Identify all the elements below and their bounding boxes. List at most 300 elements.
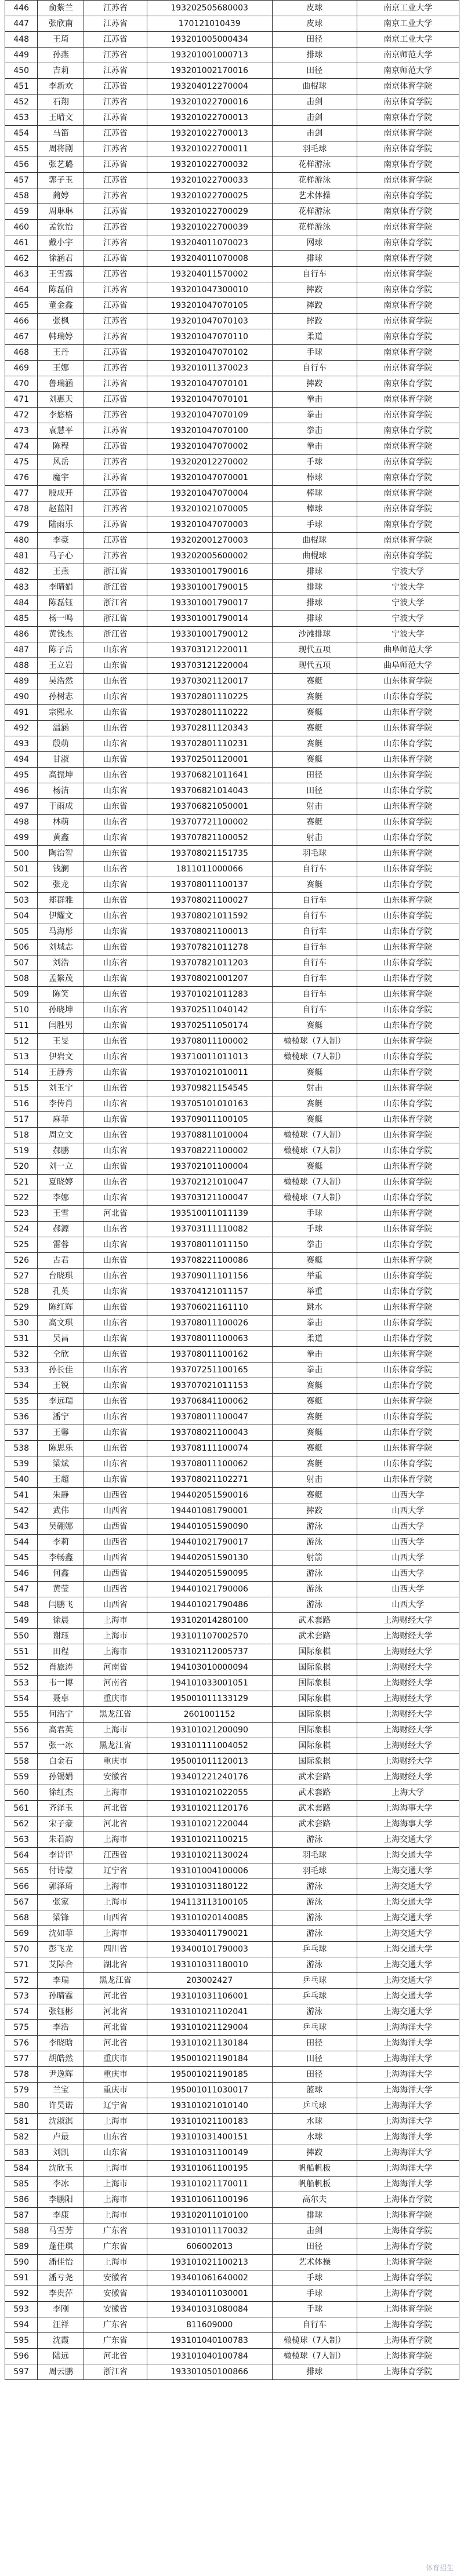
athlete-name-cell: 陆远 <box>38 2349 84 2364</box>
province-cell: 山东省 <box>84 642 147 658</box>
row-index-cell: 505 <box>5 924 38 940</box>
sport-cell: 花样游泳 <box>272 204 357 220</box>
id-number-cell: 193201001000713 <box>147 48 272 63</box>
id-number-cell: 193201022700011 <box>147 141 272 157</box>
sport-cell: 羽毛球 <box>272 1848 357 1863</box>
province-cell: 安徽省 <box>84 2302 147 2317</box>
table-row <box>5 1566 459 1582</box>
sport-cell: 游泳 <box>272 1957 357 1973</box>
athlete-name-cell: 陶治智 <box>38 846 84 862</box>
sport-cell: 举重 <box>272 1269 357 1284</box>
university-cell: 山东体育学院 <box>357 1128 459 1143</box>
university-cell: 山东体育学院 <box>357 1112 459 1128</box>
table-row <box>5 2177 459 2192</box>
table-row <box>5 564 459 580</box>
table-row <box>5 2286 459 2302</box>
table-row <box>5 1190 459 1206</box>
row-index-cell: 591 <box>5 2270 38 2286</box>
id-number-cell: 193101021129004 <box>147 2020 272 2036</box>
table-row <box>5 1519 459 1535</box>
row-index-cell: 510 <box>5 1002 38 1018</box>
table-row <box>5 611 459 627</box>
province-cell: 山西省 <box>84 1519 147 1535</box>
id-number-cell: 193703121220011 <box>147 642 272 658</box>
university-cell: 南京体育学院 <box>357 455 459 470</box>
table-row <box>5 376 459 392</box>
province-cell: 安徽省 <box>84 1770 147 1785</box>
row-index-cell: 452 <box>5 95 38 110</box>
sport-cell: 射箭 <box>272 1550 357 1566</box>
table-row <box>5 1848 459 1863</box>
province-cell: 山东省 <box>84 1441 147 1456</box>
row-index-cell: 535 <box>5 1394 38 1409</box>
province-cell: 山西省 <box>84 1488 147 1503</box>
id-number-cell: 170121010439 <box>147 16 272 32</box>
sport-cell: 柔道 <box>272 1331 357 1347</box>
athlete-name-cell: 马子心 <box>38 548 84 564</box>
athlete-name-cell: 徐红杰 <box>38 1785 84 1801</box>
table-row <box>5 1363 459 1378</box>
row-index-cell: 524 <box>5 1222 38 1237</box>
athlete-name-cell: 吉莉 <box>38 63 84 79</box>
sport-cell: 自行车 <box>272 862 357 877</box>
id-number-cell: 193708111100074 <box>147 1441 272 1456</box>
university-cell: 山东体育学院 <box>357 1253 459 1269</box>
sport-cell: 羽毛球 <box>272 846 357 862</box>
province-cell: 江苏省 <box>84 392 147 408</box>
province-cell: 浙江省 <box>84 595 147 611</box>
id-number-cell: 193401061640002 <box>147 2270 272 2286</box>
province-cell: 河南省 <box>84 1676 147 1691</box>
athlete-name-cell: 李悠格 <box>38 408 84 423</box>
table-row <box>5 79 459 95</box>
id-number-cell: 193401031080084 <box>147 2302 272 2317</box>
table-row <box>5 2067 459 2083</box>
province-cell: 江苏省 <box>84 126 147 141</box>
university-cell: 山西大学 <box>357 1597 459 1613</box>
sport-cell: 武术套路 <box>272 1629 357 1644</box>
id-number-cell: 194101033001051 <box>147 1676 272 1691</box>
row-index-cell: 489 <box>5 674 38 689</box>
id-number-cell: 193702501120001 <box>147 752 272 768</box>
id-number-cell: 193708011100062 <box>147 1456 272 1472</box>
id-number-cell: 193707021011153 <box>147 1378 272 1394</box>
id-number-cell: 193304011790021 <box>147 1926 272 1942</box>
athlete-name-cell: 孙长佳 <box>38 1363 84 1378</box>
university-cell: 上海交通大学 <box>357 1832 459 1848</box>
athlete-name-cell: 李远瑞 <box>38 1394 84 1409</box>
row-index-cell: 523 <box>5 1206 38 1222</box>
university-cell: 上海体育学院 <box>357 2317 459 2333</box>
university-cell: 上海体育学院 <box>357 2270 459 2286</box>
row-index-cell: 568 <box>5 1910 38 1926</box>
province-cell: 山东省 <box>84 1128 147 1143</box>
university-cell: 上海海事大学 <box>357 1816 459 1832</box>
athlete-name-cell: 陈磊钰 <box>38 595 84 611</box>
athlete-name-cell: 李康 <box>38 2208 84 2223</box>
university-cell: 南京体育学院 <box>357 79 459 95</box>
row-index-cell: 471 <box>5 392 38 408</box>
province-cell: 河北省 <box>84 1989 147 2004</box>
row-index-cell: 550 <box>5 1629 38 1644</box>
province-cell: 山东省 <box>84 705 147 721</box>
table-row <box>5 1832 459 1848</box>
sport-cell: 排球 <box>272 2208 357 2223</box>
athlete-name-cell: 蔺婷 <box>38 188 84 204</box>
province-cell: 江苏省 <box>84 235 147 251</box>
row-index-cell: 496 <box>5 783 38 799</box>
row-index-cell: 491 <box>5 705 38 721</box>
table-row <box>5 1989 459 2004</box>
table-row <box>5 1691 459 1707</box>
table-row <box>5 126 459 141</box>
athlete-name-cell: 殷萌 <box>38 736 84 752</box>
university-cell: 上海交通大学 <box>357 1989 459 2004</box>
row-index-cell: 557 <box>5 1738 38 1754</box>
athlete-name-cell: 马雪芳 <box>38 2223 84 2239</box>
row-index-cell: 532 <box>5 1347 38 1363</box>
university-cell: 上海海洋大学 <box>357 2051 459 2067</box>
sport-cell: 排球 <box>272 48 357 63</box>
sport-cell: 排球 <box>272 580 357 595</box>
sport-cell: 拳击 <box>272 1237 357 1253</box>
athlete-name-cell: 李豪 <box>38 533 84 548</box>
athlete-name-cell: 刘浩 <box>38 955 84 971</box>
sport-cell: 排球 <box>272 251 357 267</box>
university-cell: 上海海洋大学 <box>357 2083 459 2098</box>
province-cell: 山东省 <box>84 955 147 971</box>
sport-cell: 乒乓球 <box>272 2020 357 2036</box>
province-cell: 上海市 <box>84 1879 147 1895</box>
sport-cell: 乒乓球 <box>272 1973 357 1989</box>
sport-cell: 国际象棋 <box>272 1644 357 1660</box>
athlete-name-cell: 武伟 <box>38 1503 84 1519</box>
id-number-cell: 193708011100002 <box>147 1034 272 1049</box>
sport-cell: 皮球 <box>272 16 357 32</box>
athlete-name-cell: 李娜 <box>38 1190 84 1206</box>
id-number-cell: 1811011000066 <box>147 862 272 877</box>
table-row <box>5 1206 459 1222</box>
athlete-name-cell: 李新欢 <box>38 79 84 95</box>
table-row <box>5 1112 459 1128</box>
id-number-cell: 193301001790015 <box>147 580 272 595</box>
row-index-cell: 493 <box>5 736 38 752</box>
university-cell: 上海财经大学 <box>357 1723 459 1738</box>
table-row <box>5 971 459 987</box>
row-index-cell: 464 <box>5 282 38 298</box>
province-cell: 浙江省 <box>84 627 147 642</box>
sport-cell: 赛艇 <box>272 815 357 830</box>
athlete-name-cell: 王立岩 <box>38 658 84 674</box>
id-number-cell: 193101031180122 <box>147 1879 272 1895</box>
athlete-name-cell: 齐泽玉 <box>38 1801 84 1816</box>
university-cell: 南京体育学院 <box>357 376 459 392</box>
table-row <box>5 1425 459 1441</box>
row-index-cell: 519 <box>5 1143 38 1159</box>
university-cell: 山东体育学院 <box>357 783 459 799</box>
province-cell: 黑龙江省 <box>84 1707 147 1723</box>
athlete-name-cell: 黄莹 <box>38 1582 84 1597</box>
university-cell: 山东体育学院 <box>357 1096 459 1112</box>
university-cell: 曲阜师范大学 <box>357 658 459 674</box>
athlete-name-cell: 张钰彬 <box>38 2004 84 2020</box>
row-index-cell: 592 <box>5 2286 38 2302</box>
row-index-cell: 449 <box>5 48 38 63</box>
id-number-cell: 193707821011278 <box>147 940 272 955</box>
table-row <box>5 1096 459 1112</box>
row-index-cell: 462 <box>5 251 38 267</box>
athlete-name-cell: 陈程 <box>38 439 84 455</box>
sport-cell: 橄榄球（7人制） <box>272 1049 357 1065</box>
athlete-name-cell: 何浩宁 <box>38 1707 84 1723</box>
table-row <box>5 815 459 830</box>
athlete-name-cell: 韩瑞婷 <box>38 329 84 345</box>
university-cell: 南京体育学院 <box>357 486 459 502</box>
id-number-cell: 193101031400151 <box>147 2130 272 2145</box>
university-cell: 上海财经大学 <box>357 1613 459 1629</box>
province-cell: 山东省 <box>84 689 147 705</box>
id-number-cell: 193201047070101 <box>147 392 272 408</box>
university-cell: 南京体育学院 <box>357 173 459 188</box>
sport-cell: 田径 <box>272 2051 357 2067</box>
province-cell: 浙江省 <box>84 611 147 627</box>
athlete-name-cell: 戴小宇 <box>38 235 84 251</box>
sport-cell: 国际象棋 <box>272 1707 357 1723</box>
row-index-cell: 565 <box>5 1863 38 1879</box>
sport-cell: 游泳 <box>272 1597 357 1613</box>
id-number-cell: 193703121100047 <box>147 1190 272 1206</box>
id-number-cell: 193201047070109 <box>147 408 272 423</box>
university-cell: 上海财经大学 <box>357 1629 459 1644</box>
province-cell: 江苏省 <box>84 141 147 157</box>
province-cell: 山东省 <box>84 909 147 924</box>
province-cell: 上海市 <box>84 2208 147 2223</box>
row-index-cell: 556 <box>5 1723 38 1738</box>
university-cell: 南京体育学院 <box>357 548 459 564</box>
id-number-cell: 193201022700039 <box>147 220 272 235</box>
table-row <box>5 1409 459 1425</box>
athlete-name-cell: 孙锡娟 <box>38 1770 84 1785</box>
province-cell: 安徽省 <box>84 2270 147 2286</box>
athlete-name-cell: 郝鹏 <box>38 1143 84 1159</box>
sport-cell: 排球 <box>272 595 357 611</box>
sport-cell: 武术套路 <box>272 1785 357 1801</box>
province-cell: 山西省 <box>84 1503 147 1519</box>
athlete-name-cell: 李冰 <box>38 2177 84 2192</box>
table-row <box>5 1175 459 1190</box>
province-cell: 上海市 <box>84 1613 147 1629</box>
sport-cell: 田径 <box>272 32 357 48</box>
province-cell: 上海市 <box>84 2114 147 2130</box>
id-number-cell: 193707721100002 <box>147 815 272 830</box>
row-index-cell: 488 <box>5 658 38 674</box>
watermark: 体育招生 <box>425 2564 454 2572</box>
id-number-cell: 193202005600002 <box>147 548 272 564</box>
table-row <box>5 830 459 846</box>
id-number-cell: 195001011120013 <box>147 1754 272 1770</box>
university-cell: 上海体育学院 <box>357 2239 459 2255</box>
athlete-name-cell: 伊耀文 <box>38 909 84 924</box>
row-index-cell: 595 <box>5 2333 38 2349</box>
row-index-cell: 548 <box>5 1597 38 1613</box>
university-cell: 山东体育学院 <box>357 893 459 909</box>
province-cell: 山西省 <box>84 1910 147 1926</box>
athlete-name-cell: 尹逸辉 <box>38 2067 84 2083</box>
university-cell: 宁波大学 <box>357 611 459 627</box>
sport-cell: 射击 <box>272 799 357 815</box>
province-cell: 江苏省 <box>84 32 147 48</box>
id-number-cell: 811609000 <box>147 2317 272 2333</box>
athlete-name-cell: 卢最 <box>38 2130 84 2145</box>
university-cell: 山东体育学院 <box>357 1002 459 1018</box>
university-cell: 山西大学 <box>357 1535 459 1550</box>
province-cell: 山东省 <box>84 1159 147 1175</box>
province-cell: 重庆市 <box>84 2067 147 2083</box>
province-cell: 山东省 <box>84 1300 147 1316</box>
row-index-cell: 514 <box>5 1065 38 1081</box>
athlete-name-cell: 陈笑 <box>38 987 84 1002</box>
table-row <box>5 1237 459 1253</box>
table-row <box>5 1018 459 1034</box>
province-cell: 山西省 <box>84 1582 147 1597</box>
province-cell: 山东省 <box>84 1018 147 1034</box>
row-index-cell: 563 <box>5 1832 38 1848</box>
province-cell: 浙江省 <box>84 564 147 580</box>
id-number-cell: 193708021001207 <box>147 971 272 987</box>
table-row <box>5 1159 459 1175</box>
sport-cell: 柔道 <box>272 329 357 345</box>
sport-cell: 橄榄球（7人制） <box>272 2333 357 2349</box>
table-row <box>5 1128 459 1143</box>
university-cell: 上海财经大学 <box>357 1644 459 1660</box>
athlete-name-cell: 付诗蒙 <box>38 1863 84 1879</box>
sport-cell: 手球 <box>272 1206 357 1222</box>
athlete-name-cell: 何鑫 <box>38 1566 84 1582</box>
table-row <box>5 799 459 815</box>
id-number-cell: 195001021190185 <box>147 2067 272 2083</box>
province-cell: 上海市 <box>84 1644 147 1660</box>
sport-cell: 田径 <box>272 2239 357 2255</box>
university-cell: 山西大学 <box>357 1566 459 1582</box>
sport-cell: 摔跤 <box>272 2145 357 2161</box>
province-cell: 上海市 <box>84 1629 147 1644</box>
id-number-cell: 193702811120343 <box>147 721 272 736</box>
id-number-cell: 193101061100196 <box>147 2192 272 2208</box>
id-number-cell: 193201022700032 <box>147 157 272 173</box>
athlete-name-cell: 李鹏阳 <box>38 2192 84 2208</box>
row-index-cell: 516 <box>5 1096 38 1112</box>
sport-cell: 赛艇 <box>272 1456 357 1472</box>
province-cell: 上海市 <box>84 1895 147 1910</box>
row-index-cell: 569 <box>5 1926 38 1942</box>
id-number-cell: 193101040100783 <box>147 2333 272 2349</box>
id-number-cell: 193101061100195 <box>147 2161 272 2177</box>
table-row <box>5 893 459 909</box>
province-cell: 辽宁省 <box>84 2098 147 2114</box>
row-index-cell: 476 <box>5 470 38 486</box>
id-number-cell: 193510011011139 <box>147 1206 272 1222</box>
row-index-cell: 456 <box>5 157 38 173</box>
table-row <box>5 1816 459 1832</box>
university-cell: 曲阜师范大学 <box>357 642 459 658</box>
id-number-cell: 193708021011592 <box>147 909 272 924</box>
id-number-cell: 193301001790017 <box>147 595 272 611</box>
athlete-name-cell: 石翔 <box>38 95 84 110</box>
sport-cell: 水球 <box>272 2114 357 2130</box>
university-cell: 宁波大学 <box>357 595 459 611</box>
id-number-cell: 193708021151735 <box>147 846 272 862</box>
province-cell: 江苏省 <box>84 455 147 470</box>
sport-cell: 赛艇 <box>272 1488 357 1503</box>
sport-cell: 游泳 <box>272 1582 357 1597</box>
sport-cell: 赛艇 <box>272 689 357 705</box>
athlete-name-cell: 周云鹏 <box>38 2364 84 2380</box>
athlete-name-cell: 郭泽琦 <box>38 1879 84 1895</box>
athlete-name-cell: 张枫 <box>38 314 84 329</box>
table-row <box>5 1269 459 1284</box>
athlete-name-cell: 兰宝 <box>38 2083 84 2098</box>
row-index-cell: 509 <box>5 987 38 1002</box>
row-index-cell: 528 <box>5 1284 38 1300</box>
row-index-cell: 512 <box>5 1034 38 1049</box>
table-row <box>5 1503 459 1519</box>
athlete-name-cell: 魔宇 <box>38 470 84 486</box>
sport-cell: 国际象棋 <box>272 1676 357 1691</box>
athlete-name-cell: 梁斌 <box>38 1456 84 1472</box>
table-row <box>5 1629 459 1644</box>
university-cell: 上海财经大学 <box>357 1738 459 1754</box>
id-number-cell: 194113113100105 <box>147 1895 272 1910</box>
row-index-cell: 508 <box>5 971 38 987</box>
athlete-name-cell: 李贵萍 <box>38 2286 84 2302</box>
university-cell: 南京体育学院 <box>357 188 459 204</box>
table-row <box>5 1002 459 1018</box>
table-row <box>5 314 459 329</box>
sport-cell: 排球 <box>272 2364 357 2380</box>
sport-cell: 拳击 <box>272 1316 357 1331</box>
id-number-cell: 193201021070005 <box>147 502 272 517</box>
athlete-name-cell: 温涵 <box>38 721 84 736</box>
province-cell: 上海市 <box>84 1785 147 1801</box>
province-cell: 山东省 <box>84 1002 147 1018</box>
table-row <box>5 1222 459 1237</box>
university-cell: 山东体育学院 <box>357 987 459 1002</box>
university-cell: 南京体育学院 <box>357 408 459 423</box>
sport-cell: 赛艇 <box>272 1425 357 1441</box>
row-index-cell: 511 <box>5 1018 38 1034</box>
id-number-cell: 193301050100866 <box>147 2364 272 2380</box>
sport-cell: 棒球 <box>272 502 357 517</box>
row-index-cell: 451 <box>5 79 38 95</box>
university-cell: 上海交通大学 <box>357 1879 459 1895</box>
athlete-name-cell: 陆雨乐 <box>38 517 84 533</box>
table-row <box>5 658 459 674</box>
table-row <box>5 392 459 408</box>
row-index-cell: 466 <box>5 314 38 329</box>
athlete-name-cell: 王锐 <box>38 1378 84 1394</box>
row-index-cell: 469 <box>5 361 38 376</box>
university-cell: 山西大学 <box>357 1488 459 1503</box>
row-index-cell: 503 <box>5 893 38 909</box>
province-cell: 江苏省 <box>84 502 147 517</box>
athlete-name-cell: 殷成开 <box>38 486 84 502</box>
province-cell: 山东省 <box>84 1175 147 1190</box>
province-cell: 河南省 <box>84 1660 147 1676</box>
province-cell: 山东省 <box>84 1143 147 1159</box>
sport-cell: 田径 <box>272 783 357 799</box>
athlete-name-cell: 杨一鸣 <box>38 611 84 627</box>
table-row <box>5 141 459 157</box>
